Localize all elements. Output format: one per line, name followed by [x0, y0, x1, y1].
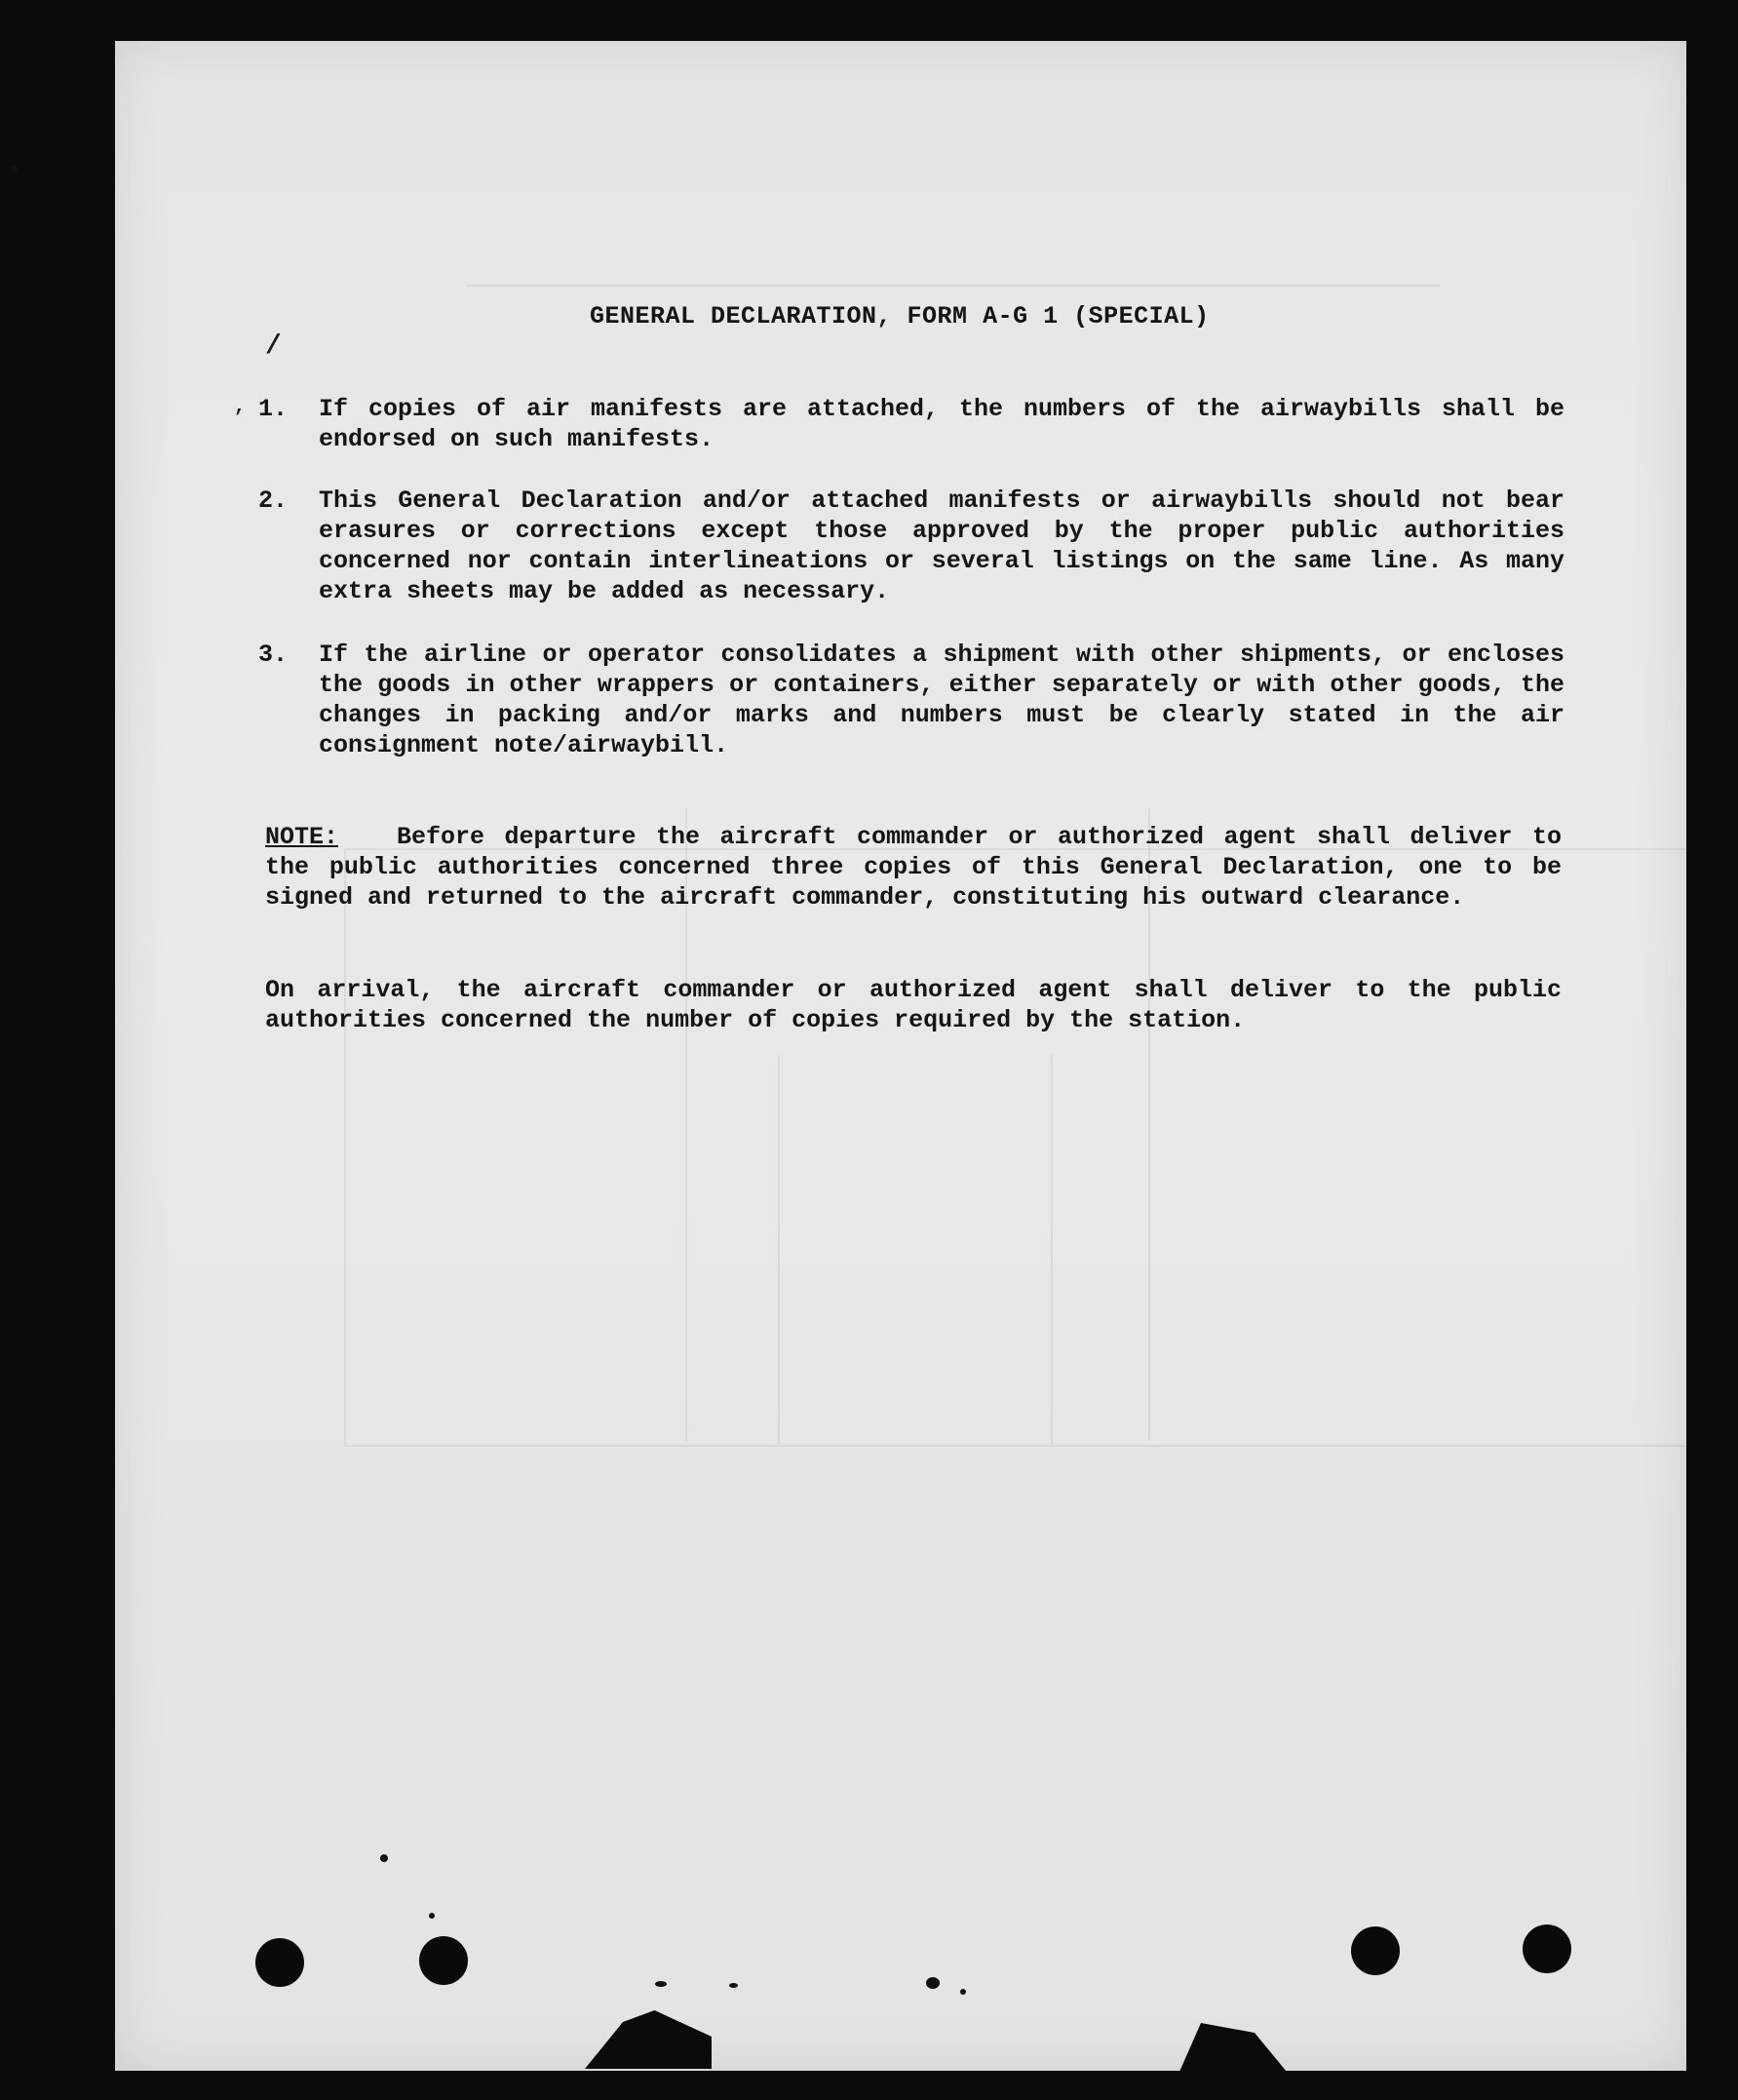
note-text: Before departure the aircraft commander or authorized agent shall deliver to the public authorities concerned three copies of this General Declaration, one to be signed and returned to the aircraft commander, constituting his outward clearance. — [265, 823, 1562, 912]
list-item-text: This General Declaration and/or attached manifests or airwaybills should not bear erasures or corrections except those approved by the proper public authorities concerned nor contain interlineations or several listings on the same line. As many extra sheets may be added as necessary. — [319, 486, 1564, 605]
list-item — [258, 394, 1564, 454]
bleed-through-form — [344, 848, 1713, 1447]
pencil-mark: / — [265, 331, 282, 362]
bleed-through-line — [1051, 1055, 1053, 1445]
list-item-text: If the airline or operator consolidates a shipment with other shipments, or encloses the goods in other wrappers or containers, either separately or with other goods, the changes in packing and/or marks and numbers must be clearly stated in the air consignment note/airwaybill. — [319, 641, 1564, 759]
document-title: GENERAL DECLARATION, FORM A-G 1 (SPECIAL) — [590, 302, 1210, 331]
list-item-number: 3. — [258, 641, 289, 669]
punch-hole — [255, 1938, 304, 1987]
list-item — [258, 640, 1564, 760]
speck — [655, 1981, 667, 1987]
speck — [429, 1913, 435, 1919]
list-item-number: 2. — [258, 486, 289, 515]
speck — [729, 1983, 738, 1988]
list-item-text: If copies of air manifests are attached, the numbers of the airwaybills shall be endorsed on such manifests. — [319, 395, 1564, 453]
speck — [12, 166, 18, 172]
list-item-number: 1. — [258, 395, 289, 423]
punch-hole — [1351, 1926, 1400, 1975]
arrival-paragraph: On arrival, the aircraft commander or authorized agent shall deliver to the public authorities concerned the number of copies required by the station. — [265, 976, 1562, 1034]
document-page — [115, 41, 1686, 2071]
speck — [380, 1854, 388, 1862]
pencil-mark: , — [234, 396, 247, 418]
bleed-through-line — [778, 1055, 780, 1445]
note-paragraph — [265, 822, 1562, 913]
punch-hole — [1523, 1925, 1571, 1973]
speck — [960, 1989, 966, 1995]
punch-hole — [419, 1936, 468, 1985]
note-label: NOTE: — [265, 823, 339, 851]
bleed-through-line — [466, 285, 1441, 287]
speck — [926, 1977, 940, 1989]
list-item — [258, 486, 1564, 606]
